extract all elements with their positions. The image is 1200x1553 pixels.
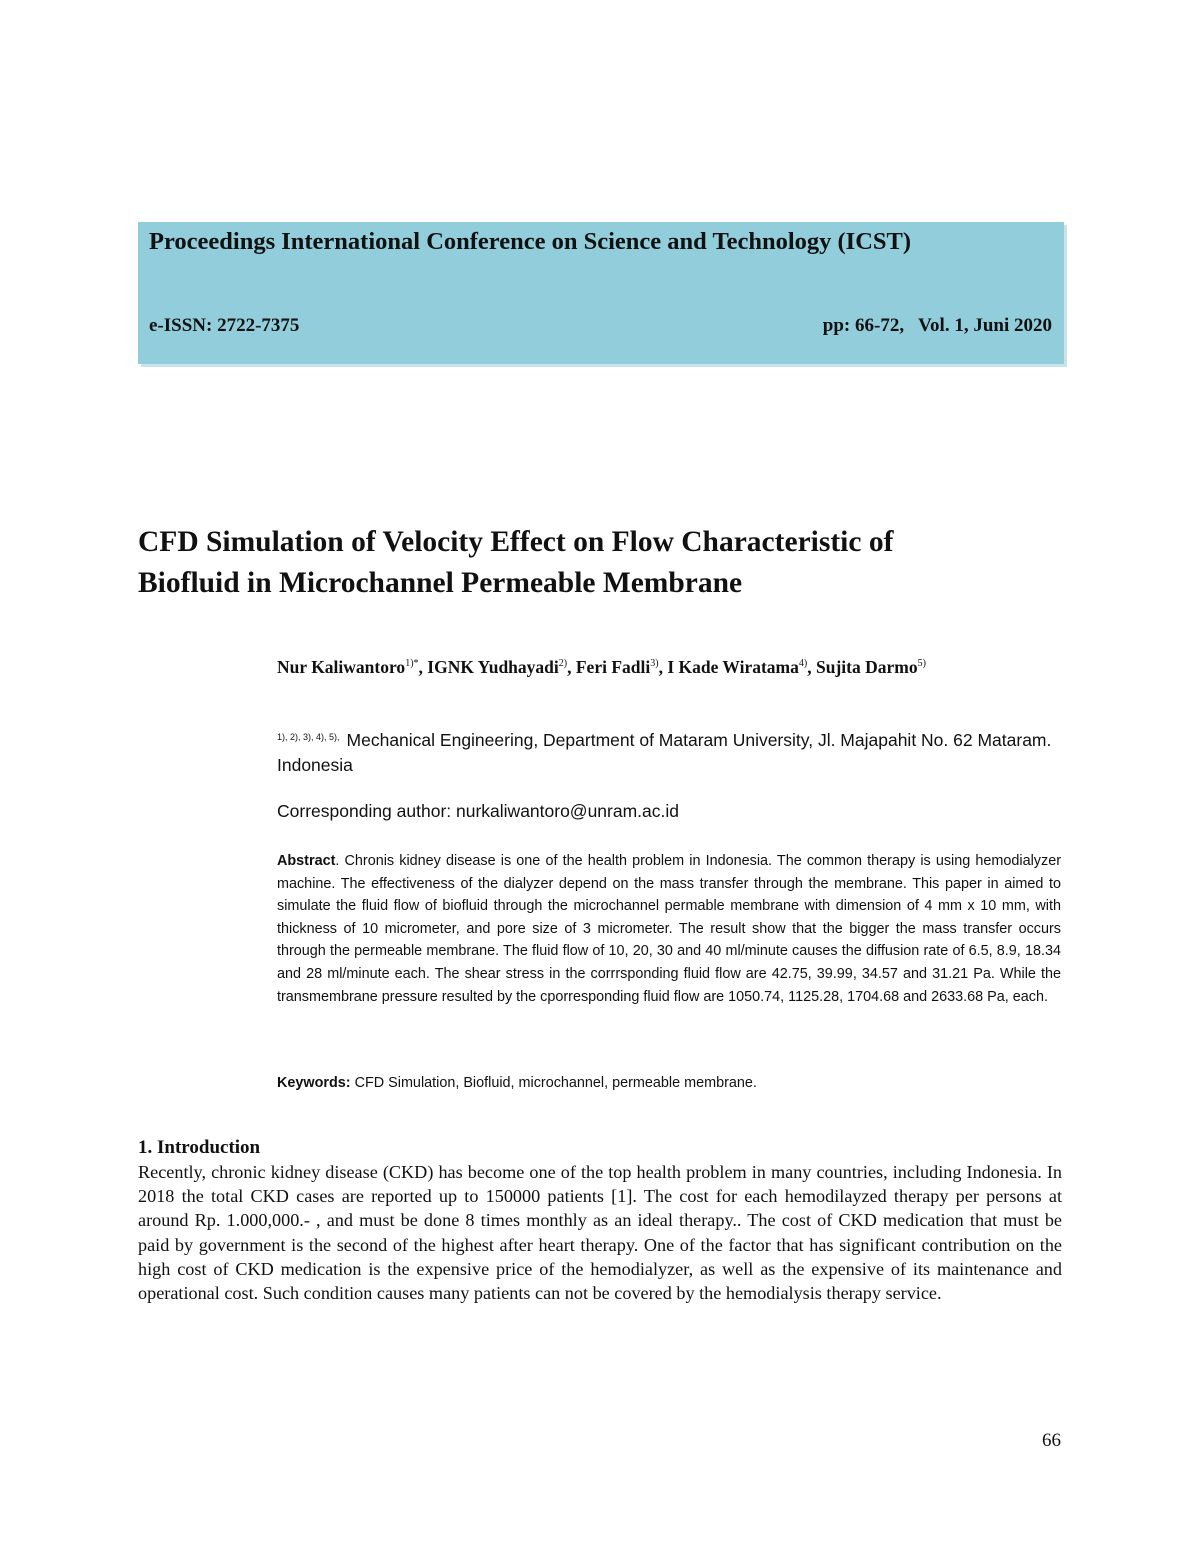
author-2 <box>427 657 576 677</box>
author-list <box>277 654 1067 681</box>
introduction-body: Recently, chronic kidney disease (CKD) has become one of the top health problem in many countries, including Indonesia. In 2018 the total CKD cases are reported up to 150000 patients [1]. The cost for each hemodilayzed therapy per persons at around Rp. 1.000,000.- , and must be done 8 times monthly as an ideal therapy.. The cost of CKD medication that must be paid by government is the second of the highest after heart therapy. One of the factor that has significant contribution on the high cost of CKD medication is the expensive price of the hemodialyzer, as well as the expensive of its maintenance and operational cost. Such condition causes many patients can not be covered by the hemodialysis therapy service. <box>138 1162 1062 1304</box>
author-name: I Kade Wiratama <box>667 657 799 677</box>
keywords <box>277 1075 757 1091</box>
pages-volume <box>823 315 1052 337</box>
affiliation-text: Mechanical Engineering, Department of Mataram University, Jl. Majapahit No. 62 Mataram. Indonesia <box>277 730 1052 775</box>
author-name: Feri Fadli <box>575 657 651 677</box>
author-separator: , <box>418 657 428 677</box>
affiliation-marks: 1), 2), 3), 4), 5), <box>277 732 340 742</box>
eissn-label: e-ISSN: 2722-7375 <box>149 315 300 336</box>
paper-title <box>138 522 1078 604</box>
affiliation <box>277 728 1057 778</box>
author-5 <box>816 657 926 677</box>
volume-date: Vol. 1, Juni 2020 <box>918 315 1052 336</box>
pages-range: pp: 66-72, <box>822 315 905 336</box>
journal-header-banner <box>138 222 1064 364</box>
author-separator: , <box>658 657 668 677</box>
author-affiliation-mark: 4) <box>798 658 808 669</box>
abstract <box>277 850 1061 1008</box>
page-number: 66 <box>1042 1430 1061 1451</box>
author-affiliation-mark: 1)* <box>405 658 419 669</box>
author-affiliation-mark: 3) <box>650 658 659 669</box>
abstract-text: . Chronis kidney disease is one of the health problem in Indonesia. The common therapy is using hemodialyzer machine. The effectiveness of the dialyzer depend on the mass transfer through the membrane. This paper in aimed to simulate the fluid flow of biofluid through the microchannel permable membrane with dimension of 4 mm x 10 mm, with thickness of 10 micrometer, and pore size of 3 micrometer. The result show that the bigger the mass transfer occurs through the permeable membrane. The fluid flow of 10, 20, 30 and 40 ml/minute causes the diffusion rate of 6.5, 8.9, 18.34 and 28 ml/minute each. The shear stress in the corrrsponding fluid flow are 42.75, 39.99, 34.57 and 31.21 Pa. While the transmembrane pressure resulted by the cporresponding fluid flow are 1050.74, 1125.28, 1704.68 and 2633.68 Pa, each. <box>277 853 1061 1005</box>
author-affiliation-mark: 5) <box>917 658 926 669</box>
corresponding-author: Corresponding author: nurkaliwantoro@unram.ac.id <box>277 801 680 821</box>
author-separator: , <box>807 657 816 677</box>
paper-title-line-1: CFD Simulation of Velocity Effect on Flow Characteristic of <box>138 526 894 558</box>
abstract-label: Abstract <box>277 853 336 869</box>
author-1 <box>277 657 427 677</box>
author-separator: , <box>567 657 576 677</box>
paper-title-line-2: Biofluid in Microchannel Permeable Membrane <box>138 567 743 599</box>
author-3 <box>576 657 667 677</box>
keywords-label: Keywords: <box>277 1075 351 1091</box>
section-heading-introduction: 1. Introduction <box>138 1137 261 1158</box>
author-4 <box>667 657 816 677</box>
journal-title: Proceedings International Conference on Science and Technology (ICST) <box>149 228 912 255</box>
author-name: IGNK Yudhayadi <box>427 657 559 677</box>
author-name: Nur Kaliwantoro <box>277 657 406 677</box>
keywords-text: CFD Simulation, Biofluid, microchannel, permeable membrane. <box>354 1075 757 1091</box>
author-affiliation-mark: 2) <box>558 658 568 669</box>
author-name: Sujita Darmo <box>815 657 918 677</box>
